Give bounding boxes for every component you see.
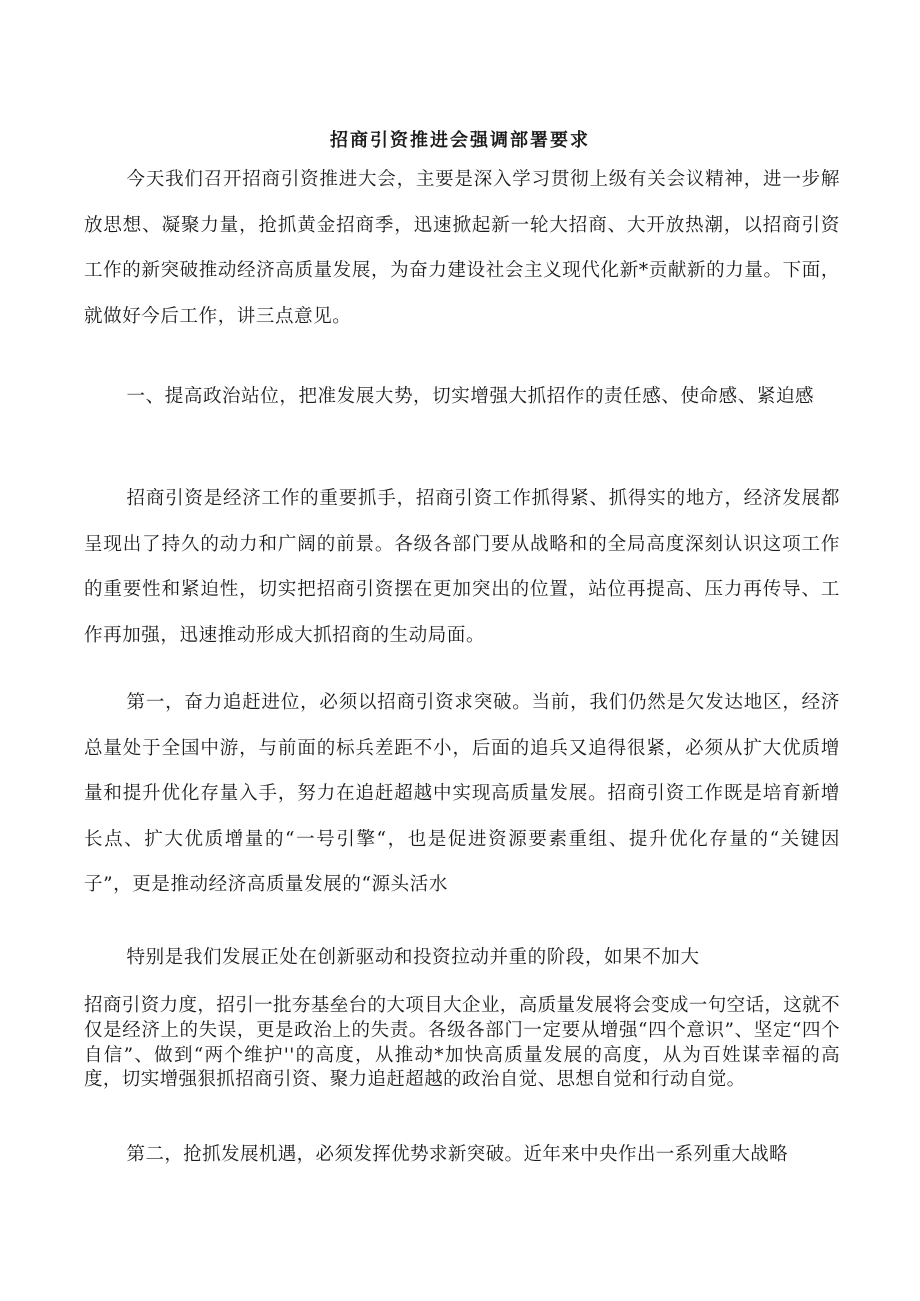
paragraph-continuation: 招商引资力度，招引一批夯基垒台的大项目大企业，高质量发展将会变成一句空话，这就不仅是经济上的失误，更是政治上的失责。各级各部门一定要从增强“四个意识”、坚定“四个自信”、做到“两个维护''的高度，从推动*加快高质量发展的高度，从为百姓谋幸福的高度，切实增强狠抓招商引资、聚力追赶超越的政治自觉、思想自觉和行动自觉。 (84, 995, 841, 1091)
paragraph-point-two: 第二，抢抓发展机遇，必须发挥优势求新突破。近年来中央作出一系列重大战略 (126, 1144, 789, 1165)
document-title: 招商引资推进会强调部署要求 (330, 130, 590, 151)
paragraph-importance: 招商引资是经济工作的重要抓手，招商引资工作抓得紧、抓得实的地方，经济发展都呈现出了持久的动力和广阔的前景。各级各部门要从战略和的全局高度深刻认识这项工作的重要性和紧迫性，切实把招商引资摆在更加突出的位置，站位再提高、压力再传导、工作再加强，迅速推动形成大抓招商的生动局面。 (84, 488, 840, 646)
paragraph-intro: 今天我们召开招商引资推进大会，主要是深入学习贯彻上级有关会议精神，进一步解放思想、凝聚力量，抢抓黄金招商季，迅速掀起新一轮大招商、大开放热潮，以招商引资工作的新突破推动经济高质量发展，为奋力建设社会主义现代化新*贡献新的力量。下面，就做好今后工作，讲三点意见。 (84, 169, 840, 327)
section-heading-one: 一、提高政治站位，把准发展大势，切实增强大抓招作的责任感、使命感、紧迫感 (126, 386, 815, 407)
paragraph-especially: 特别是我们发展正处在创新驱动和投资拉动并重的阶段，如果不加大 (126, 947, 700, 968)
paragraph-point-one: 第一，奋力追赶进位，必须以招商引资求突破。当前，我们仍然是欠发达地区，经济总量处于全国中游，与前面的标兵差距不小，后面的追兵又追得很紧，必须从扩大优质增量和提升优化存量入手，努力在追赶超越中实现高质量发展。招商引资工作既是培育新增长点、扩大优质增量的“一号引擎“，也是促进资源要素重组、提升优化存量的“关键因子”，更是推动经济高质量发展的“源头活水 (84, 692, 840, 895)
